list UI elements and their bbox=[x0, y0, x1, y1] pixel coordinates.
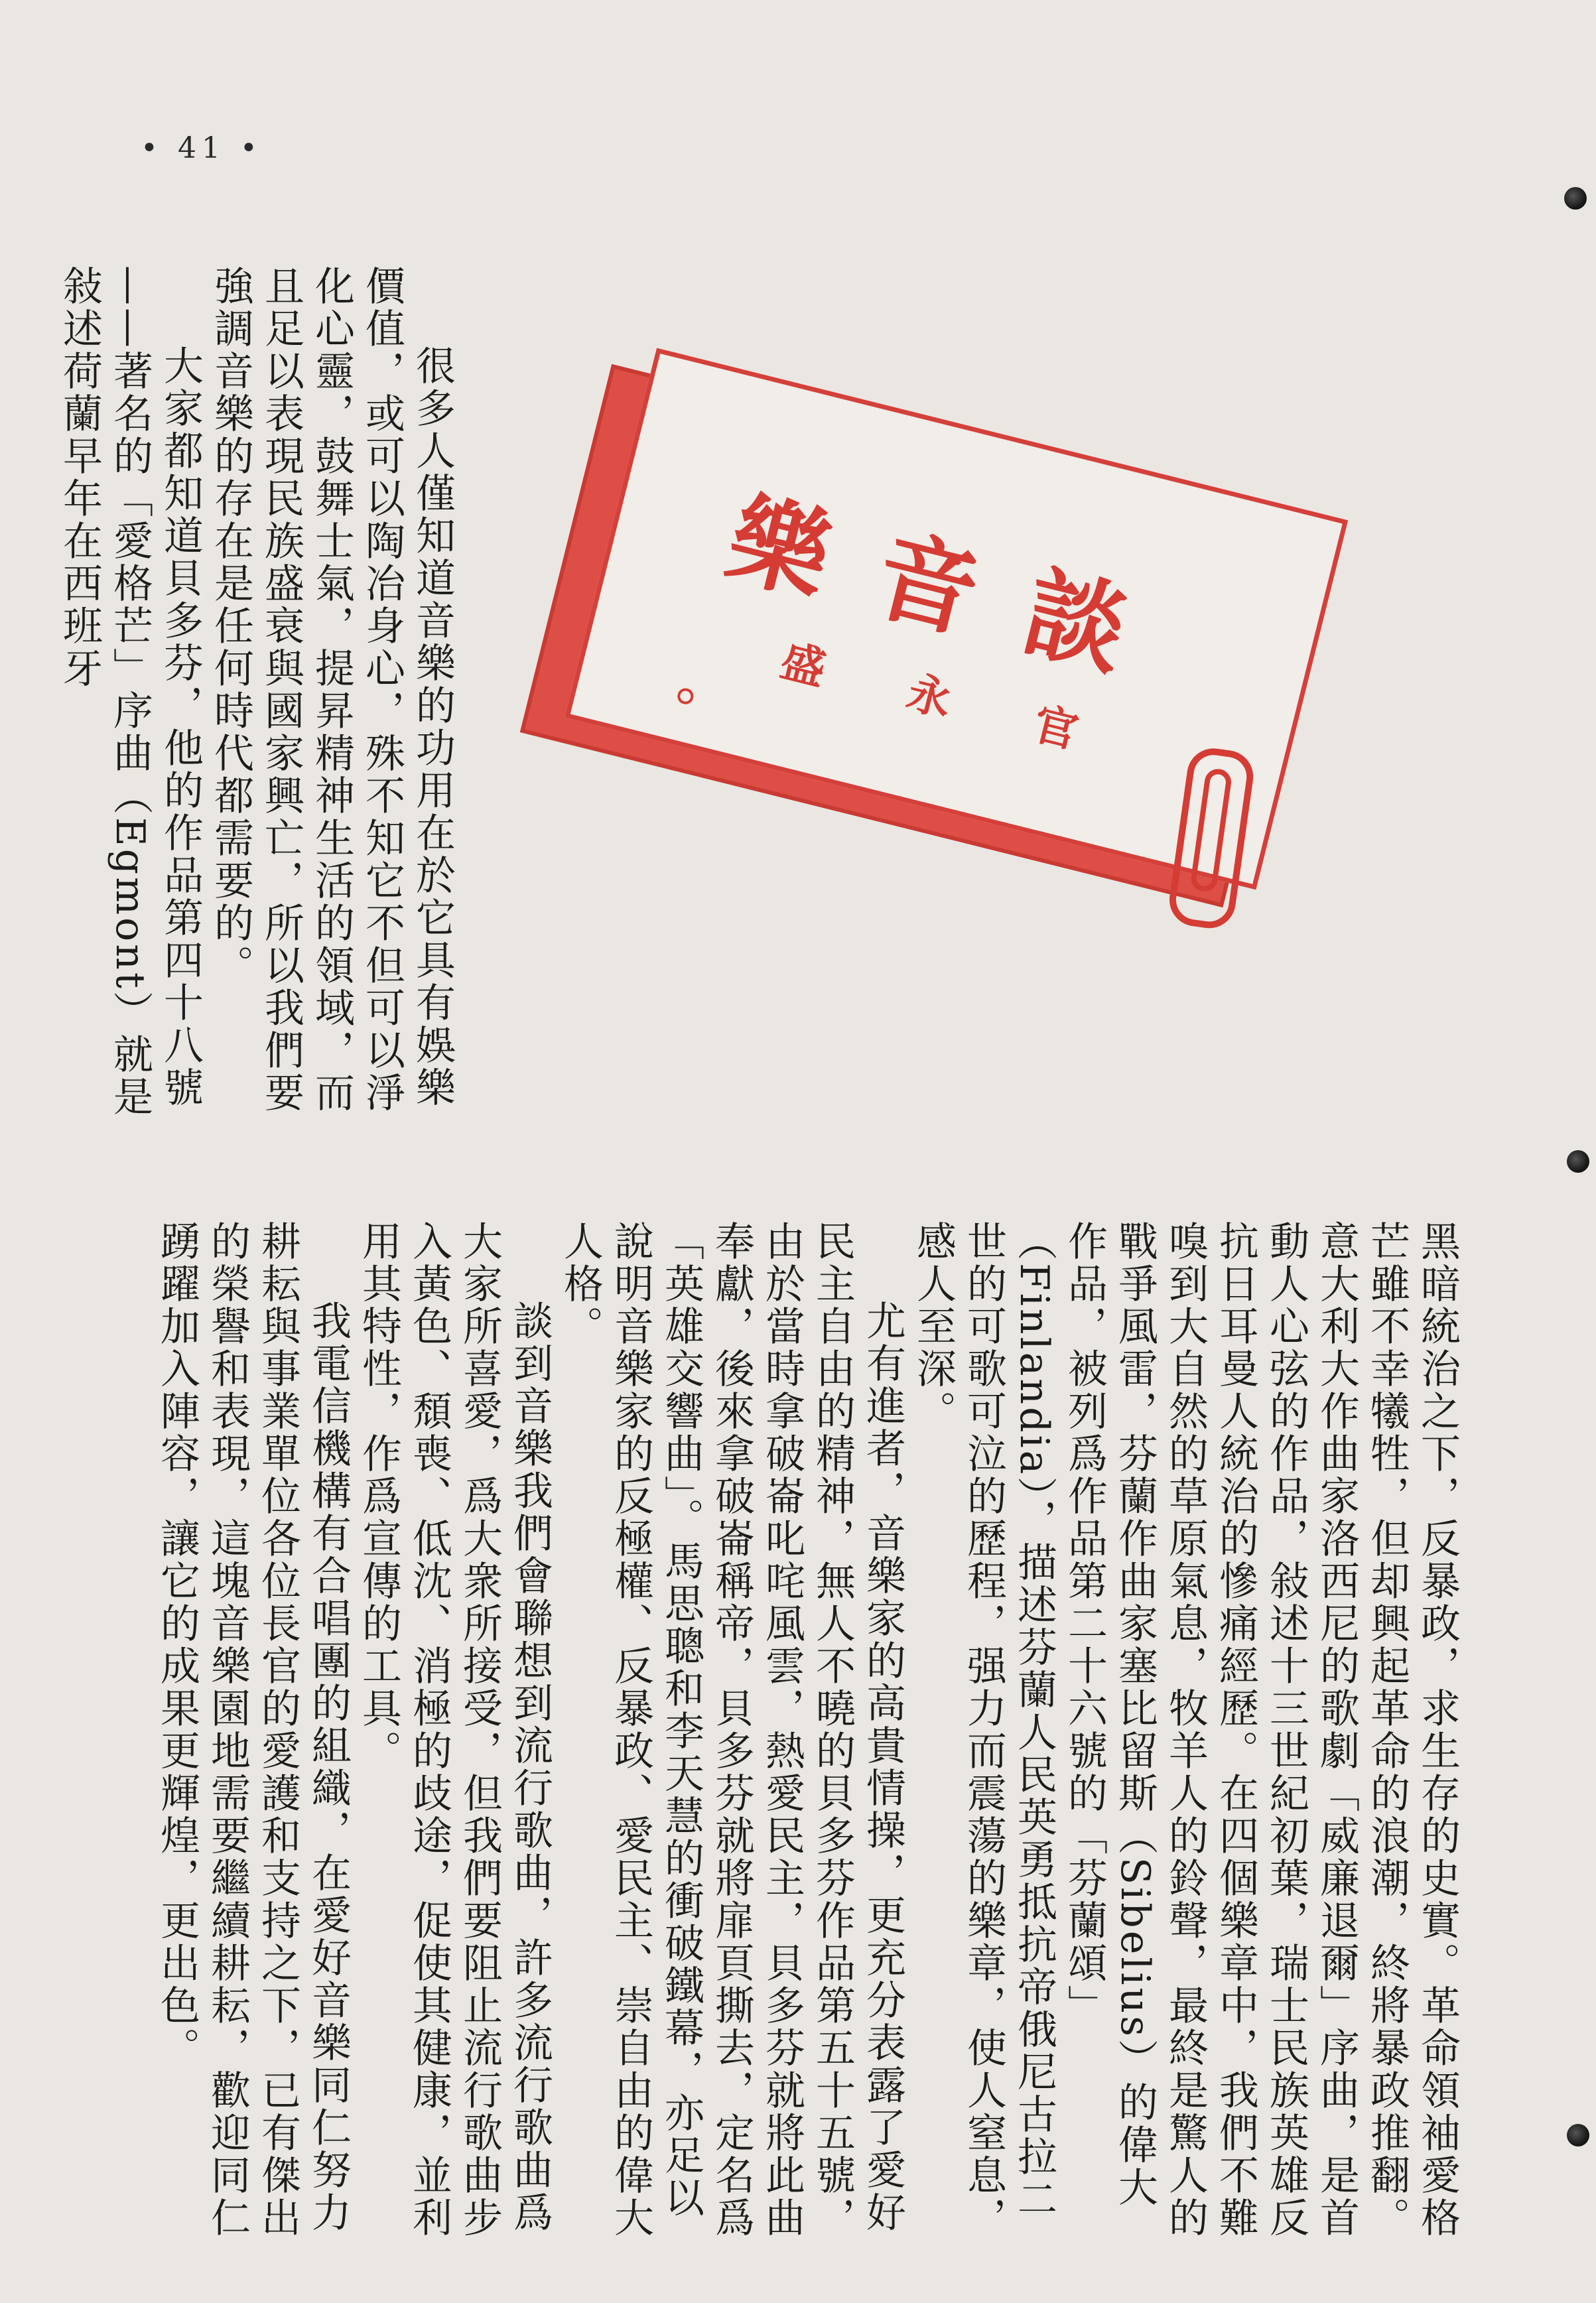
article-text-lower bbox=[143, 1220, 1463, 2242]
paragraph: 尤有進者，音樂家的高貴情操，更充分表露了愛好民主自由的精神，無人不曉的貝多芬作品第五十五號，由於當時拿破崙叱咤風雲，熱愛民主，貝多芬就將此曲奉獻，後來拿破崙稱帝，貝多芬就將扉頁撕去，定名爲「英雄交響曲」。馬思聰和李天慧的衝破鐵幕，亦足以說明音樂家的反極權、反暴政、愛民主、崇自由的偉大人格。 bbox=[557, 1220, 906, 2239]
paragraph: 很多人僅知道音樂的功用在於它具有娛樂價值，或可以陶冶身心，殊不知它不但可以淨化心靈，鼓舞士氣，提昇精神生活的領域，而且足以表現民族盛衰與國家興亡，所以我們要強調音樂的存在是任何時代都需要的。 bbox=[208, 265, 456, 1114]
title-char: 音 bbox=[864, 516, 990, 654]
paragraph: 我電信機構有合唱團的組織，在愛好音樂同仁努力耕耘與事業單位各位長官的愛護和支持之下，已有傑出的榮譽和表現，這塊音樂園地需要繼續耕耘，歡迎同仁踴躍加入陣容，讓它的成果更輝煌，更出色。 bbox=[154, 1220, 352, 2239]
page-number: • 41 • bbox=[141, 131, 263, 165]
binding-hole bbox=[1564, 187, 1587, 210]
author-char: 永 bbox=[901, 665, 957, 727]
binding-hole bbox=[1567, 2124, 1589, 2146]
binding-hole bbox=[1567, 1150, 1589, 1173]
title-char: 談 bbox=[1012, 553, 1138, 691]
author-char: 盛 bbox=[775, 634, 831, 696]
article-text-upper bbox=[56, 265, 458, 1148]
paragraph: 大家都知道貝多芬，他的作品第四十八號——著名的「愛格芒」序曲（Egmont）就是敍述荷蘭早年在西班牙 bbox=[56, 265, 204, 1118]
paragraph: 黑暗統治之下，反暴政，求生存的史實。革命領袖愛格芒雖不幸犧牲，但却興起革命的浪潮，終將暴政推翻。意大利大作曲家洛西尼的歌劇「威廉退爾」序曲，是首動人心弦的作品，敍述十三世紀初葉，瑞士民族英雄反抗日耳曼人統治的慘痛經歷。在四個樂章中，我們不難嗅到大自然的草原氣息，牧羊人的鈴聲，最終是驚人的戰爭風雷，芬蘭作曲家塞比留斯（Sibelius）的偉大作品，被列爲作品第二十六號的「芬蘭頌」（Finlandia），描述芬蘭人民英勇抵抗帝俄尼古拉二世的可歌可泣的歷程，强力而震蕩的樂章，使人窒息，感人至深。 bbox=[910, 1220, 1461, 2239]
title-char: 樂 bbox=[716, 479, 842, 617]
paragraph: 談到音樂我們會聯想到流行歌曲，許多流行歌曲爲大家所喜愛，爲大衆所接受，但我們要阻止流行歌曲步入黃色、頹喪、低沈、消極的歧途，促使其健康，並利用其特性，作爲宣傳的工具。 bbox=[356, 1220, 553, 2239]
decorative-dot bbox=[676, 687, 695, 706]
author-char: 官 bbox=[1028, 697, 1083, 758]
